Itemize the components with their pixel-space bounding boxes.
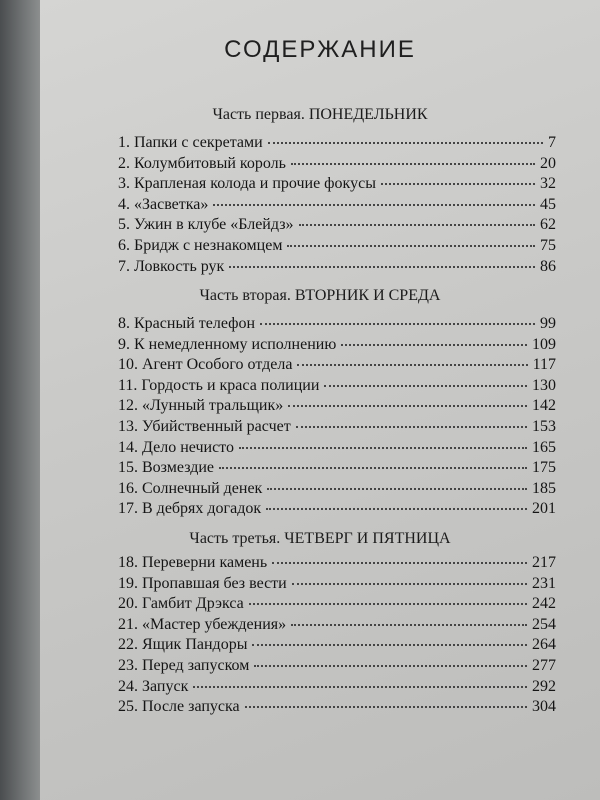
chapter-title: 2. Колумбитовый король — [118, 154, 286, 172]
chapter-title: 19. Пропавшая без вести — [118, 574, 287, 592]
chapter-page-number: 242 — [532, 595, 556, 613]
chapter-page-number: 62 — [540, 216, 556, 234]
dot-leader — [297, 363, 527, 366]
chapter-page-number: 201 — [532, 500, 556, 518]
chapter-title: 8. Красный телефон — [118, 315, 256, 332]
chapter-page-number: 142 — [532, 397, 556, 415]
chapter-title: 16. Солнечный денек — [118, 479, 263, 497]
book-page — [40, 0, 600, 800]
chapter-title: 3. Крапленая колода и прочие фокусы — [118, 175, 376, 193]
chapter-title: 12. «Лунный тральщик» — [118, 397, 284, 415]
dot-leader — [249, 602, 527, 605]
toc-entry — [118, 257, 556, 278]
part-1-chapter-list — [118, 133, 556, 277]
chapter-title: 7. Ловкость рук — [118, 257, 225, 275]
part-3-chapter-list — [118, 553, 556, 718]
chapter-title: 17. В дебрях догадок — [118, 500, 262, 518]
dot-leader — [324, 384, 527, 387]
toc-entry — [118, 594, 556, 615]
toc-entry — [118, 215, 556, 236]
toc-entry — [118, 376, 556, 397]
chapter-page-number: 277 — [532, 656, 556, 674]
chapter-page-number: 153 — [532, 417, 556, 435]
chapter-title: 6. Бридж с незнакомцем — [118, 236, 283, 254]
chapter-page-number: 231 — [532, 574, 556, 592]
chapter-title: 25. После запуска — [118, 698, 240, 716]
chapter-title: 13. Убийственный расчет — [118, 417, 291, 435]
dot-leader — [291, 623, 527, 626]
toc-entry — [118, 195, 556, 216]
dot-leader — [288, 404, 527, 407]
toc-entry — [118, 479, 556, 500]
chapter-page-number: 130 — [532, 376, 556, 394]
dot-leader — [245, 705, 527, 708]
dot-leader — [267, 487, 527, 490]
part-2-heading: Часть вторая. ВТОРНИК И СРЕДА — [199, 287, 441, 304]
toc-entry — [118, 154, 556, 175]
chapter-title: 1. Папки с секретами — [118, 134, 263, 151]
chapter-page-number: 99 — [540, 315, 556, 332]
toc-entry — [118, 615, 556, 636]
chapter-title: 20. Гамбит Дрэкса — [118, 595, 244, 613]
chapter-page-number: 75 — [540, 236, 556, 254]
dot-leader — [381, 182, 535, 185]
part-1-heading: Часть первая. ПОНЕДЕЛЬНИК — [212, 106, 428, 123]
chapter-title: 10. Агент Особого отдела — [118, 356, 293, 374]
toc-entry — [118, 553, 556, 574]
dot-leader — [292, 582, 527, 585]
dot-leader — [268, 141, 543, 144]
part-3-heading: Часть третья. ЧЕТВЕРГ И ПЯТНИЦА — [189, 530, 451, 547]
dot-leader — [291, 162, 535, 165]
dot-leader — [219, 466, 527, 469]
chapter-page-number: 45 — [540, 195, 556, 213]
dot-leader — [254, 664, 527, 667]
chapter-title: 18. Переверни камень — [118, 554, 268, 571]
dot-leader — [296, 425, 527, 428]
toc-entry — [118, 236, 556, 257]
dot-leader — [252, 643, 527, 646]
chapter-title: 9. К немедленному исполнению — [118, 335, 337, 353]
toc-entry — [118, 174, 556, 195]
dot-leader — [341, 343, 527, 346]
chapter-title: 11. Гордость и краса полиции — [118, 376, 320, 394]
toc-entry — [118, 656, 556, 677]
toc-entry — [118, 355, 556, 376]
contents-heading: СОДЕРЖАНИЕ — [224, 36, 416, 63]
chapter-title: 23. Перед запуском — [118, 656, 250, 674]
part-2-chapter-list — [118, 314, 556, 520]
dot-leader — [229, 265, 535, 268]
dot-leader — [266, 507, 527, 510]
dot-leader — [299, 223, 535, 226]
chapter-title: 4. «Засветка» — [118, 195, 209, 213]
toc-entry — [118, 574, 556, 595]
toc-entry — [118, 314, 556, 335]
chapter-page-number: 292 — [532, 677, 556, 695]
toc-entry — [118, 677, 556, 698]
chapter-title: 24. Запуск — [118, 677, 189, 695]
toc-entry — [118, 635, 556, 656]
chapter-title: 14. Дело нечисто — [118, 438, 234, 456]
chapter-page-number: 175 — [532, 459, 556, 477]
chapter-page-number: 117 — [532, 356, 556, 374]
chapter-page-number: 264 — [532, 636, 556, 654]
chapter-page-number: 185 — [532, 479, 556, 497]
toc-entry — [118, 417, 556, 438]
chapter-page-number: 217 — [532, 554, 556, 571]
chapter-page-number: 7 — [548, 134, 556, 151]
toc-entry — [118, 335, 556, 356]
toc-entry — [118, 697, 556, 718]
chapter-title: 5. Ужин в клубе «Блейдз» — [118, 216, 294, 234]
toc-entry — [118, 438, 556, 459]
chapter-page-number: 32 — [540, 175, 556, 193]
chapter-page-number: 165 — [532, 438, 556, 456]
chapter-page-number: 86 — [540, 257, 556, 275]
toc-entry — [118, 133, 556, 154]
chapter-page-number: 254 — [532, 615, 556, 633]
dot-leader — [260, 322, 535, 325]
chapter-page-number: 20 — [540, 154, 556, 172]
dot-leader — [193, 685, 527, 688]
dot-leader — [239, 446, 527, 449]
dot-leader — [272, 561, 527, 564]
toc-entry — [118, 499, 556, 520]
chapter-page-number: 304 — [532, 698, 556, 716]
chapter-title: 22. Ящик Пандоры — [118, 636, 248, 654]
toc-entry — [118, 458, 556, 479]
toc-entry — [118, 396, 556, 417]
chapter-title: 21. «Мастер убеждения» — [118, 615, 287, 633]
dot-leader — [213, 203, 535, 206]
book-page-edge — [0, 0, 40, 800]
dot-leader — [287, 244, 535, 247]
chapter-page-number: 109 — [532, 335, 556, 353]
chapter-title: 15. Возмездие — [118, 459, 215, 477]
